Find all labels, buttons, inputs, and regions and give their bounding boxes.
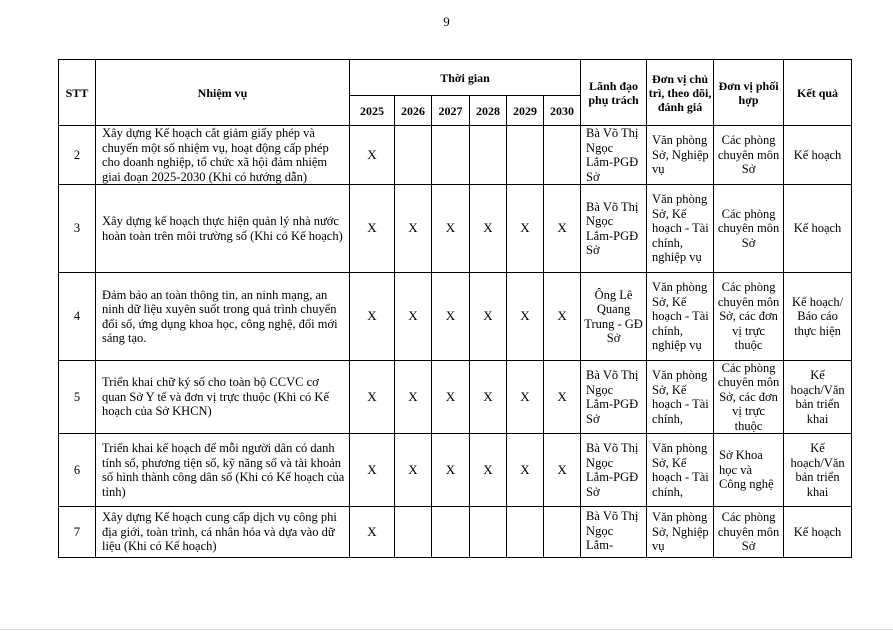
header-year: 2025 (350, 96, 395, 126)
row-mark-2028 (470, 507, 507, 558)
row-leader (581, 507, 647, 558)
table-row (59, 434, 852, 507)
header-result: Kết quả (784, 60, 852, 126)
row-leader-text: Bà Võ Thị Ngọc Lắm-PGĐ Sở (586, 368, 639, 426)
row-number: 3 (59, 185, 96, 273)
row-leader (581, 434, 647, 507)
header-year: 2030 (544, 96, 581, 126)
row-mark-2030: X (544, 434, 581, 507)
row-unit-coord-text: Các phòng chuyên môn Sở (717, 133, 780, 177)
header-year: 2026 (395, 96, 432, 126)
row-result (784, 361, 852, 434)
row-result-text: Kế hoạch/ Báo cáo thực hiện (792, 294, 844, 338)
row-leader (581, 126, 647, 185)
row-result-text: Kế hoạch (793, 524, 842, 539)
header-task: Nhiệm vụ (96, 60, 350, 126)
row-result-text: Kế hoạch (793, 221, 842, 236)
table-row (59, 507, 852, 558)
header-leader: Lãnh đạo phụ trách (581, 60, 647, 126)
row-result (784, 507, 852, 558)
row-mark-2029 (507, 126, 544, 185)
row-unit-coord (714, 273, 784, 361)
row-leader-text: Bà Võ Thị Ngọc Lắm-PGĐ Sở (586, 441, 639, 499)
row-unit-lead (647, 361, 714, 434)
row-unit-coord (714, 507, 784, 558)
row-unit-lead (647, 273, 714, 361)
row-unit-coord (714, 361, 784, 434)
row-mark-2030: X (544, 273, 581, 361)
row-leader-text: Bà Võ Thị Ngọc Lắm- (586, 509, 639, 552)
header-stt: STT (59, 60, 96, 126)
row-unit-lead (647, 434, 714, 507)
row-mark-2028 (470, 126, 507, 185)
row-unit-coord (714, 126, 784, 185)
row-number: 2 (59, 126, 96, 185)
row-mark-2028: X (470, 185, 507, 273)
row-mark-2025: X (350, 507, 395, 558)
row-mark-2028: X (470, 434, 507, 507)
row-mark-2027 (432, 126, 470, 185)
row-mark-2027: X (432, 361, 470, 434)
row-unit-coord-text: Các phòng chuyên môn Sở (717, 510, 780, 554)
row-mark-2030: X (544, 185, 581, 273)
row-mark-2029: X (507, 361, 544, 434)
row-result-text: Kế hoạch (793, 147, 842, 162)
row-leader-text: Ông Lê Quang Trung - GĐ Sở (584, 287, 643, 345)
header-year: 2027 (432, 96, 470, 126)
row-result (784, 273, 852, 361)
row-leader (581, 361, 647, 434)
row-mark-2029: X (507, 273, 544, 361)
row-mark-2025: X (350, 185, 395, 273)
row-task (96, 185, 350, 273)
row-unit-lead (647, 507, 714, 558)
row-task-text: Đảm bảo an toàn thông tin, an ninh mạng, an ninh dữ liệu xuyên suốt trong quá trình chuyển đổi số, ứng dụng khoa học, công nghệ, đổi mới sáng tạo. (102, 287, 338, 345)
page-number: 9 (443, 14, 450, 29)
row-mark-2030 (544, 126, 581, 185)
row-unit-coord-text: Các phòng chuyên môn Sở (717, 206, 780, 250)
row-result (784, 434, 852, 507)
row-mark-2025: X (350, 273, 395, 361)
row-unit-lead (647, 185, 714, 273)
row-number: 5 (59, 361, 96, 434)
row-mark-2026 (395, 126, 432, 185)
row-result-text: Kế hoạch/Văn bản triển khai (790, 441, 845, 499)
row-number: 4 (59, 273, 96, 361)
header-time: Thời gian (350, 60, 581, 96)
row-unit-lead-text: Văn phòng Sở, Kế hoạch - Tài chính, (652, 368, 709, 426)
row-unit-lead-text: Văn phòng Sở, Kế hoạch - Tài chính, nghiệp vụ (652, 192, 709, 265)
header-unit-lead: Đơn vị chủ trì, theo dõi, đánh giá (647, 60, 714, 126)
row-unit-lead-text: Văn phòng Sở, Kế hoạch - Tài chính, (652, 441, 709, 499)
row-unit-lead-text: Văn phòng Sở, Nghiệp vụ (652, 133, 709, 177)
row-task (96, 361, 350, 434)
row-unit-coord-text: Sở Khoa học và Công nghệ (719, 448, 774, 492)
row-mark-2027 (432, 507, 470, 558)
row-mark-2029: X (507, 185, 544, 273)
row-task-text: Xây dựng kế hoạch thực hiện quản lý nhà nước hoàn toàn trên môi trường số (Khi có Kế hoạch) (102, 214, 343, 243)
header-year: 2029 (507, 96, 544, 126)
header-unit-coord: Đơn vị phối hợp (714, 60, 784, 126)
row-unit-lead-text: Văn phòng Sở, Nghiệp vụ (652, 510, 709, 554)
table-row (59, 185, 852, 273)
row-mark-2025: X (350, 126, 395, 185)
row-mark-2025: X (350, 361, 395, 434)
row-mark-2029: X (507, 434, 544, 507)
row-mark-2030 (544, 507, 581, 558)
row-number: 7 (59, 507, 96, 558)
row-unit-lead (647, 126, 714, 185)
row-unit-coord (714, 185, 784, 273)
table-row (59, 126, 852, 185)
row-result (784, 126, 852, 185)
table-row (59, 273, 852, 361)
row-task (96, 507, 350, 558)
row-task (96, 434, 350, 507)
row-mark-2030: X (544, 361, 581, 434)
row-result-text: Kế hoạch/Văn bản triển khai (790, 368, 845, 426)
row-mark-2026 (395, 507, 432, 558)
row-mark-2026: X (395, 361, 432, 434)
row-mark-2026: X (395, 434, 432, 507)
row-unit-lead-text: Văn phòng Sở, Kế hoạch - Tài chính, nghiệp vụ (652, 280, 709, 353)
row-leader-text: Bà Võ Thị Ngọc Lắm-PGĐ Sở (586, 126, 639, 184)
row-mark-2026: X (395, 185, 432, 273)
row-task (96, 273, 350, 361)
row-mark-2027: X (432, 185, 470, 273)
row-task-text: Triển khai chữ ký số cho toàn bộ CCVC cơ quan Sở Y tế và đơn vị trực thuộc (Khi có Kế hoạch của Sở KHCN) (102, 375, 330, 419)
row-number: 6 (59, 434, 96, 507)
row-mark-2025: X (350, 434, 395, 507)
row-mark-2026: X (395, 273, 432, 361)
task-plan-table (58, 59, 852, 558)
table-row (59, 361, 852, 434)
row-task-text: Xây dựng Kế hoạch cắt giảm giấy phép và chuyển một số nhiệm vụ, hoạt động cấp phép cho doanh nghiệp, tổ chức xã hội đảm nhiệm giai đoạn 2025-2030 (Khi có hướng dẫn) (102, 126, 329, 184)
row-mark-2028: X (470, 361, 507, 434)
header-year: 2028 (470, 96, 507, 126)
row-mark-2027: X (432, 273, 470, 361)
page-bottom-rule (0, 629, 893, 630)
row-task-text: Xây dựng Kế hoạch cung cấp dịch vụ công phi địa giới, toàn trình, cá nhân hóa và dựa vào dữ liệu (Khi có Kế hoạch) (102, 510, 337, 554)
row-mark-2029 (507, 507, 544, 558)
row-unit-coord-text: Các phòng chuyên môn Sở, các đơn vị trực thuộc (717, 361, 780, 433)
row-mark-2027: X (432, 434, 470, 507)
row-task (96, 126, 350, 185)
row-task-text: Triển khai kế hoạch để mỗi người dân có danh tính số, phương tiện số, kỹ năng số và tài khoản số hình thành công dân số (Khi có Kế hoạch của tỉnh) (102, 441, 345, 499)
row-unit-coord-text: Các phòng chuyên môn Sở, các đơn vị trực thuộc (717, 280, 780, 353)
row-leader (581, 273, 647, 361)
row-result (784, 185, 852, 273)
row-leader-text: Bà Võ Thị Ngọc Lắm-PGĐ Sở (586, 199, 639, 257)
row-leader (581, 185, 647, 273)
row-unit-coord (714, 434, 784, 507)
row-mark-2028: X (470, 273, 507, 361)
